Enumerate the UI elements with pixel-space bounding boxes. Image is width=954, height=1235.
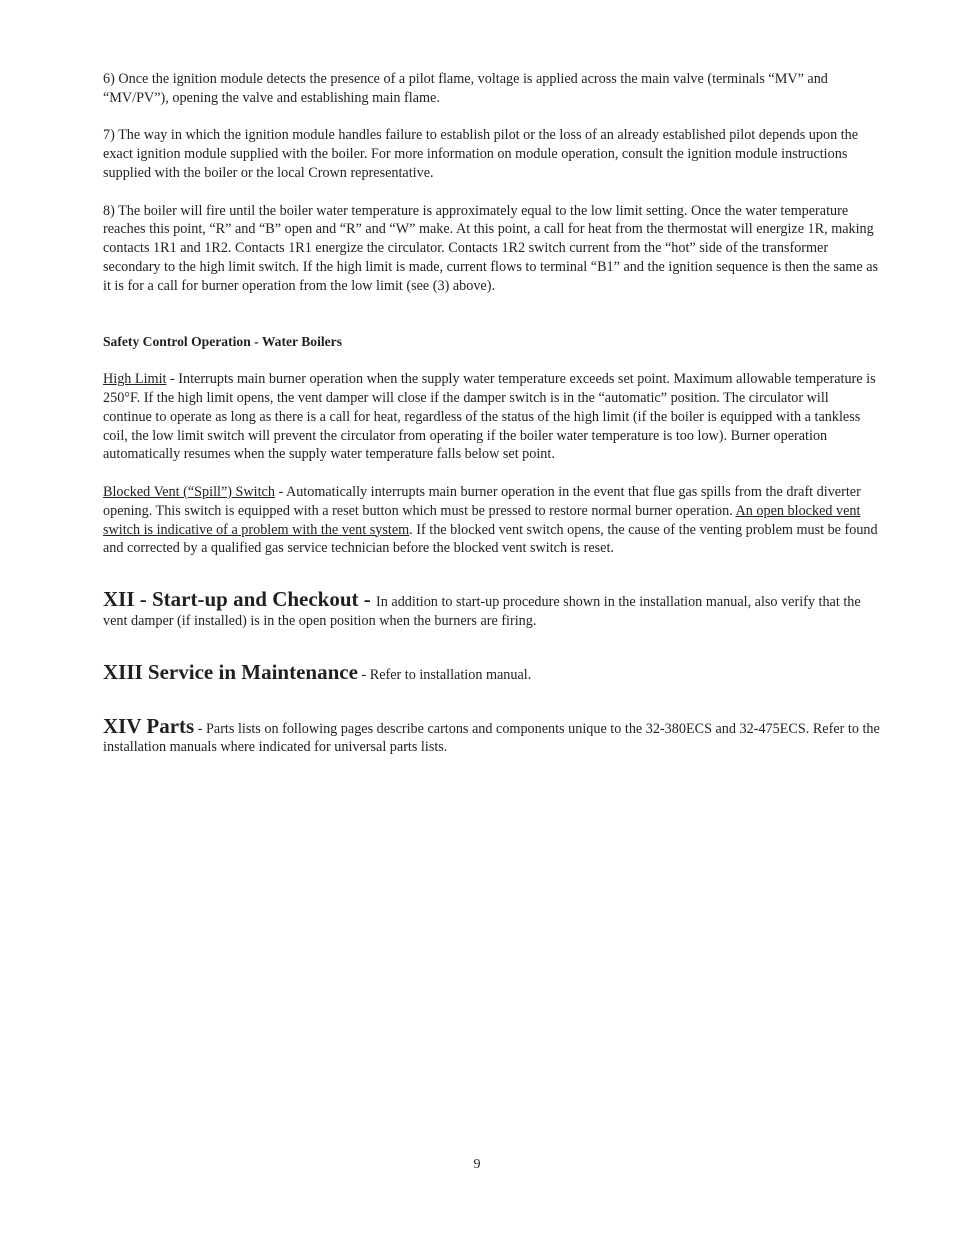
high-limit-text: - Interrupts main burner operation when the supply water temperature exceeds set point. Maximum allowable temperature is 250°F. If the high limit opens, the vent damper will close if the damper switch is in the “automatic” position. The circulator will continue to operate as long as there is a call for heat, regardless of the status of the high limit (if the boiler is equipped with a tankless coil, the low limit switch will prevent the circulator from operating if the boiler water temperature is too low). Burner operation automatically resumes when the supply water temperature falls below set point.	[103, 371, 876, 463]
high-limit-term: High Limit	[103, 371, 167, 388]
startup-text: In addition to start-up procedure shown in the installation manual, also verify that the vent damper (if installed) is in the open position when the burners are firing.	[103, 594, 861, 629]
service-section	[103, 661, 881, 685]
parts-text: - Parts lists on following pages describe cartons and components unique to the 32-380ECS and 32-475ECS. Refer to the installation manuals where indicated for universal parts lists.	[103, 720, 880, 756]
blocked-vent-paragraph	[103, 483, 881, 558]
blocked-vent-term: Blocked Vent (“Spill”) Switch	[103, 483, 275, 500]
safety-control-heading: Safety Control Operation - Water Boilers	[103, 333, 342, 349]
page-number: 9	[473, 1157, 481, 1172]
paragraph-step-6: 6) Once the ignition module detects the presence of a pilot flame, voltage is applied across the main valve (terminals “MV” and “MV/PV”), opening the valve and establishing main flame.	[103, 71, 828, 106]
startup-section	[103, 588, 881, 631]
blocked-vent-warning: An open blocked vent switch is indicative of a problem with the vent system	[103, 502, 861, 538]
blocked-vent-text-b: . If the blocked vent switch opens, the cause of the venting problem must be found and corrected by a qualified gas service technician before the blocked vent switch is reset.	[103, 521, 878, 557]
startup-title: XII - Start-up and Checkout -	[103, 587, 377, 612]
blocked-vent-text-a: - Automatically interrupts main burner operation in the event that flue gas spills from the draft diverter opening. This switch is equipped with a reset button which must be pressed to restore normal burner operation.	[103, 483, 861, 519]
service-title: XIII Service in Maintenance	[103, 659, 358, 684]
parts-section	[103, 715, 881, 758]
paragraph-step-7: 7) The way in which the ignition module handles failure to establish pilot or the loss of an already established pilot depends upon the exact ignition module supplied with the boiler. For more information on module operation, consult the ignition module instructions supplied with the boiler or the local Crown representative.	[103, 127, 859, 181]
paragraph-step-8: 8) The boiler will fire until the boiler water temperature is approximately equal to the low limit setting. Once the water temperature reaches this point, “R” and “B” open and “R” and “W” make. At this point, a call for heat from the thermostat will energize 1R, making contacts 1R1 and 1R2. Contacts 1R1 energize the circulator. Contacts 1R2 switch current from the “hot” side of the transformer secondary to the high limit switch. If the high limit is made, current flows to terminal “B1” and the ignition sequence is then the same as it is for a call for burner operation from the low limit (see (3) above).	[103, 202, 879, 294]
parts-title: XIV Parts	[103, 713, 195, 738]
high-limit-paragraph	[103, 370, 881, 464]
service-text: - Refer to installation manual.	[357, 666, 532, 683]
document-body	[103, 70, 881, 781]
